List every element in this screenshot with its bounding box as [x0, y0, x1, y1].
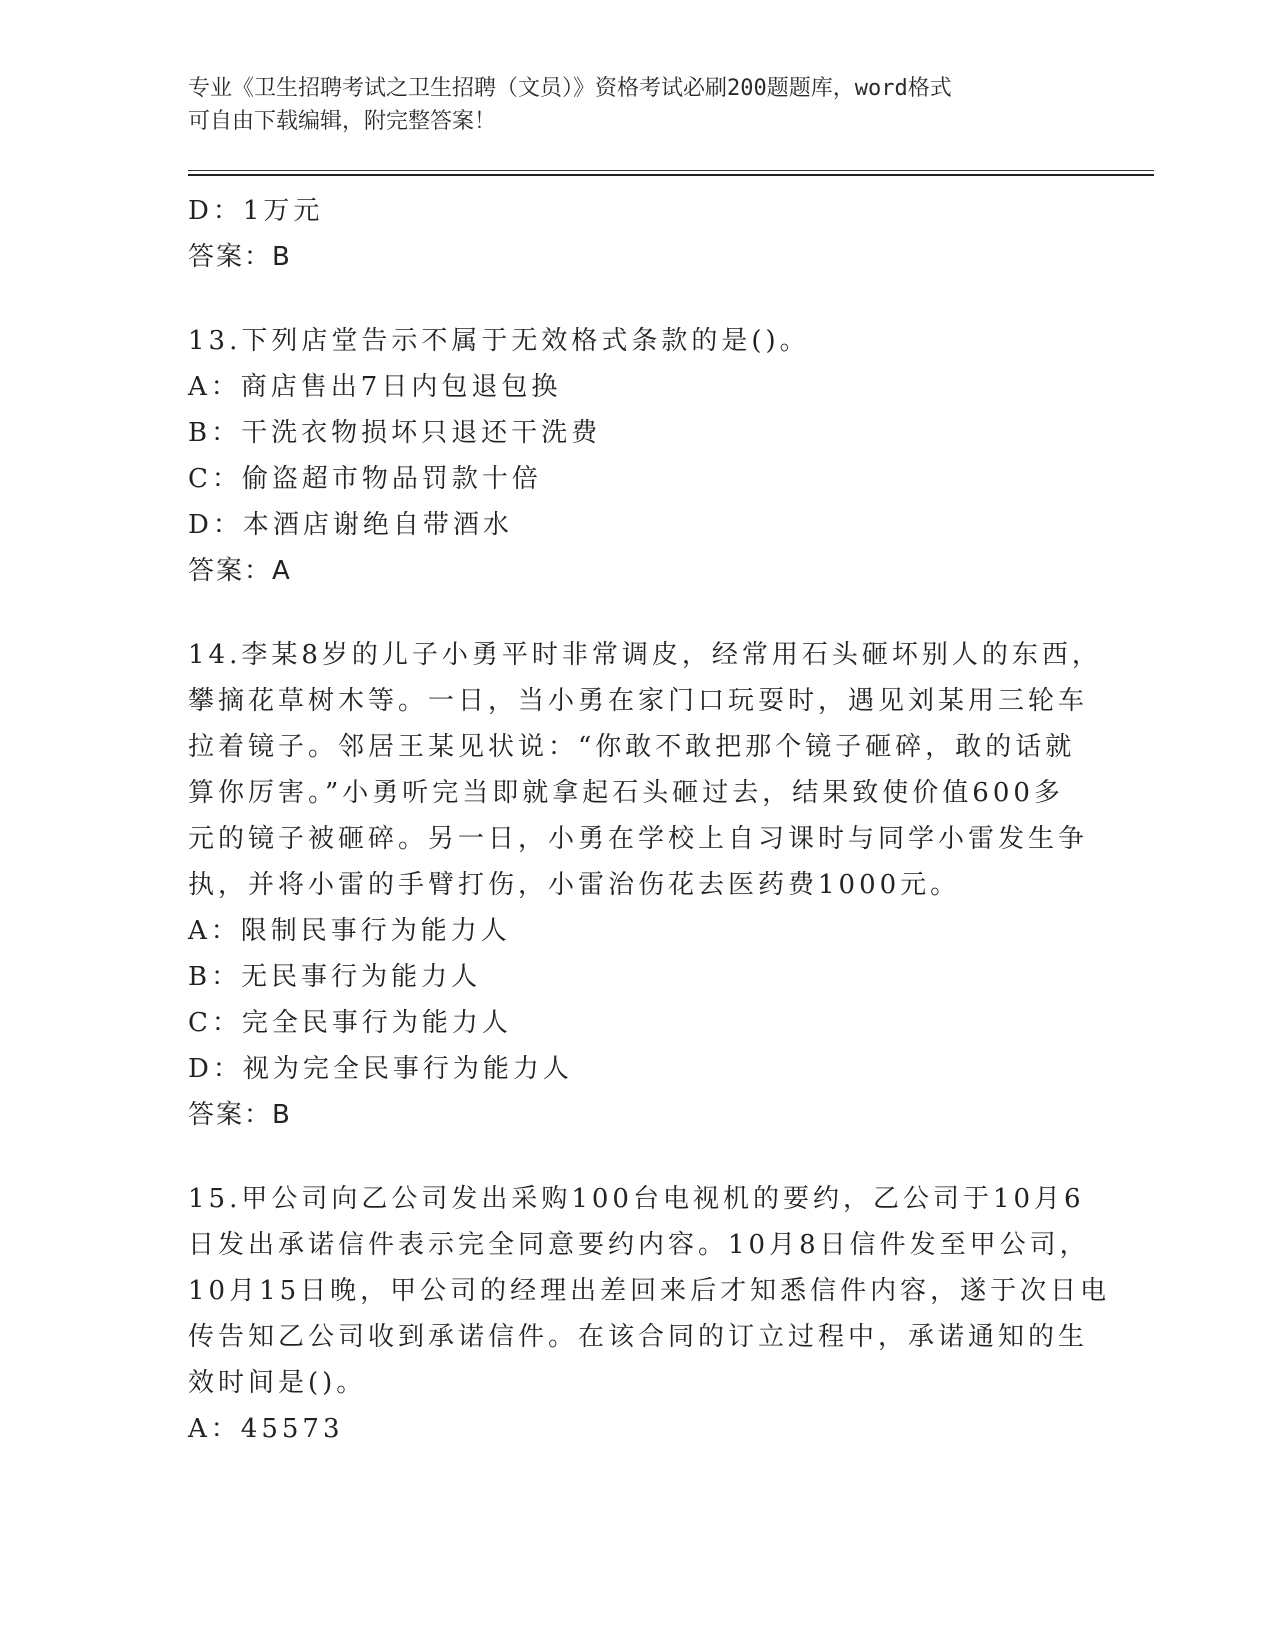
- answer-value: A: [272, 556, 292, 586]
- question-stem-line: 拉着镜子。邻居王某见状说：“你敢不敢把那个镜子砸碎，敢的话就: [188, 732, 1076, 762]
- answer: [188, 548, 1088, 594]
- prev-option-d: D：1万元: [188, 196, 324, 226]
- option-c: C：偷盗超市物品罚款十倍: [188, 464, 542, 494]
- question-stem-line: 日发出承诺信件表示完全同意要约内容。10月8日信件发至甲公司，: [188, 1230, 1090, 1260]
- question-stem-line: 算你厉害。”小勇听完当即就拿起石头砸过去，结果致使价值600多: [188, 778, 1064, 808]
- question-stem-line: 传告知乙公司收到承诺信件。在该合同的订立过程中，承诺通知的生: [188, 1322, 1089, 1352]
- question-stem: 13.下列店堂告示不属于无效格式条款的是()。: [188, 326, 810, 356]
- option-a: A：45573: [188, 1414, 344, 1444]
- answer-label: 答案：: [188, 242, 273, 272]
- question-stem-line: 效时间是()。: [188, 1368, 367, 1398]
- option-d: D：视为完全民事行为能力人: [188, 1054, 573, 1084]
- answer-label: 答案：: [188, 556, 273, 586]
- answer-label: 答案：: [188, 1100, 273, 1130]
- question-14: [188, 632, 1102, 1138]
- question-stem-line: 执，并将小雷的手臂打伤，小雷治伤花去医药费1000元。: [188, 870, 961, 900]
- question-15: [188, 1176, 1111, 1452]
- header-line-2: 可自由下载编辑，附完整答案！: [188, 109, 497, 134]
- option-c: C：完全民事行为能力人: [188, 1008, 512, 1038]
- option-d: D：本酒店谢绝自带酒水: [188, 510, 513, 540]
- question-13: [188, 318, 1088, 594]
- question-stem-line: 10月15日晚，甲公司的经理出差回来后才知悉信件内容，遂于次日电: [188, 1276, 1111, 1306]
- question-stem-line: 元的镜子被砸碎。另一日，小勇在学校上自习课时与同学小雷发生争: [188, 824, 1089, 854]
- document-header: [188, 72, 1068, 138]
- option-a: A：限制民事行为能力人: [188, 916, 511, 946]
- question-stem-line: 攀摘花草树木等。一日，当小勇在家门口玩耍时，遇见刘某用三轮车: [188, 686, 1089, 716]
- document-body: [188, 188, 1111, 1452]
- option-b: B：无民事行为能力人: [188, 962, 482, 992]
- question-stem-line: 14.李某8岁的儿子小勇平时非常调皮，经常用石头砸坏别人的东西，: [188, 640, 1102, 670]
- header-divider-top: [188, 170, 1154, 171]
- prev-answer: [188, 234, 1088, 280]
- answer-value: B: [272, 242, 292, 272]
- option-b: B：干洗衣物损坏只退还干洗费: [188, 418, 602, 448]
- header-divider-bottom: [188, 174, 1154, 176]
- answer-value: B: [272, 1100, 292, 1130]
- question-stem-line: 15.甲公司向乙公司发出采购100台电视机的要约，乙公司于10月6: [188, 1184, 1085, 1214]
- header-line-1: 专业《卫生招聘考试之卫生招聘（文员）》资格考试必刷200题题库，word格式: [188, 76, 952, 101]
- option-a: A：商店售出7日内包退包换: [188, 372, 562, 402]
- answer: [188, 1092, 1088, 1138]
